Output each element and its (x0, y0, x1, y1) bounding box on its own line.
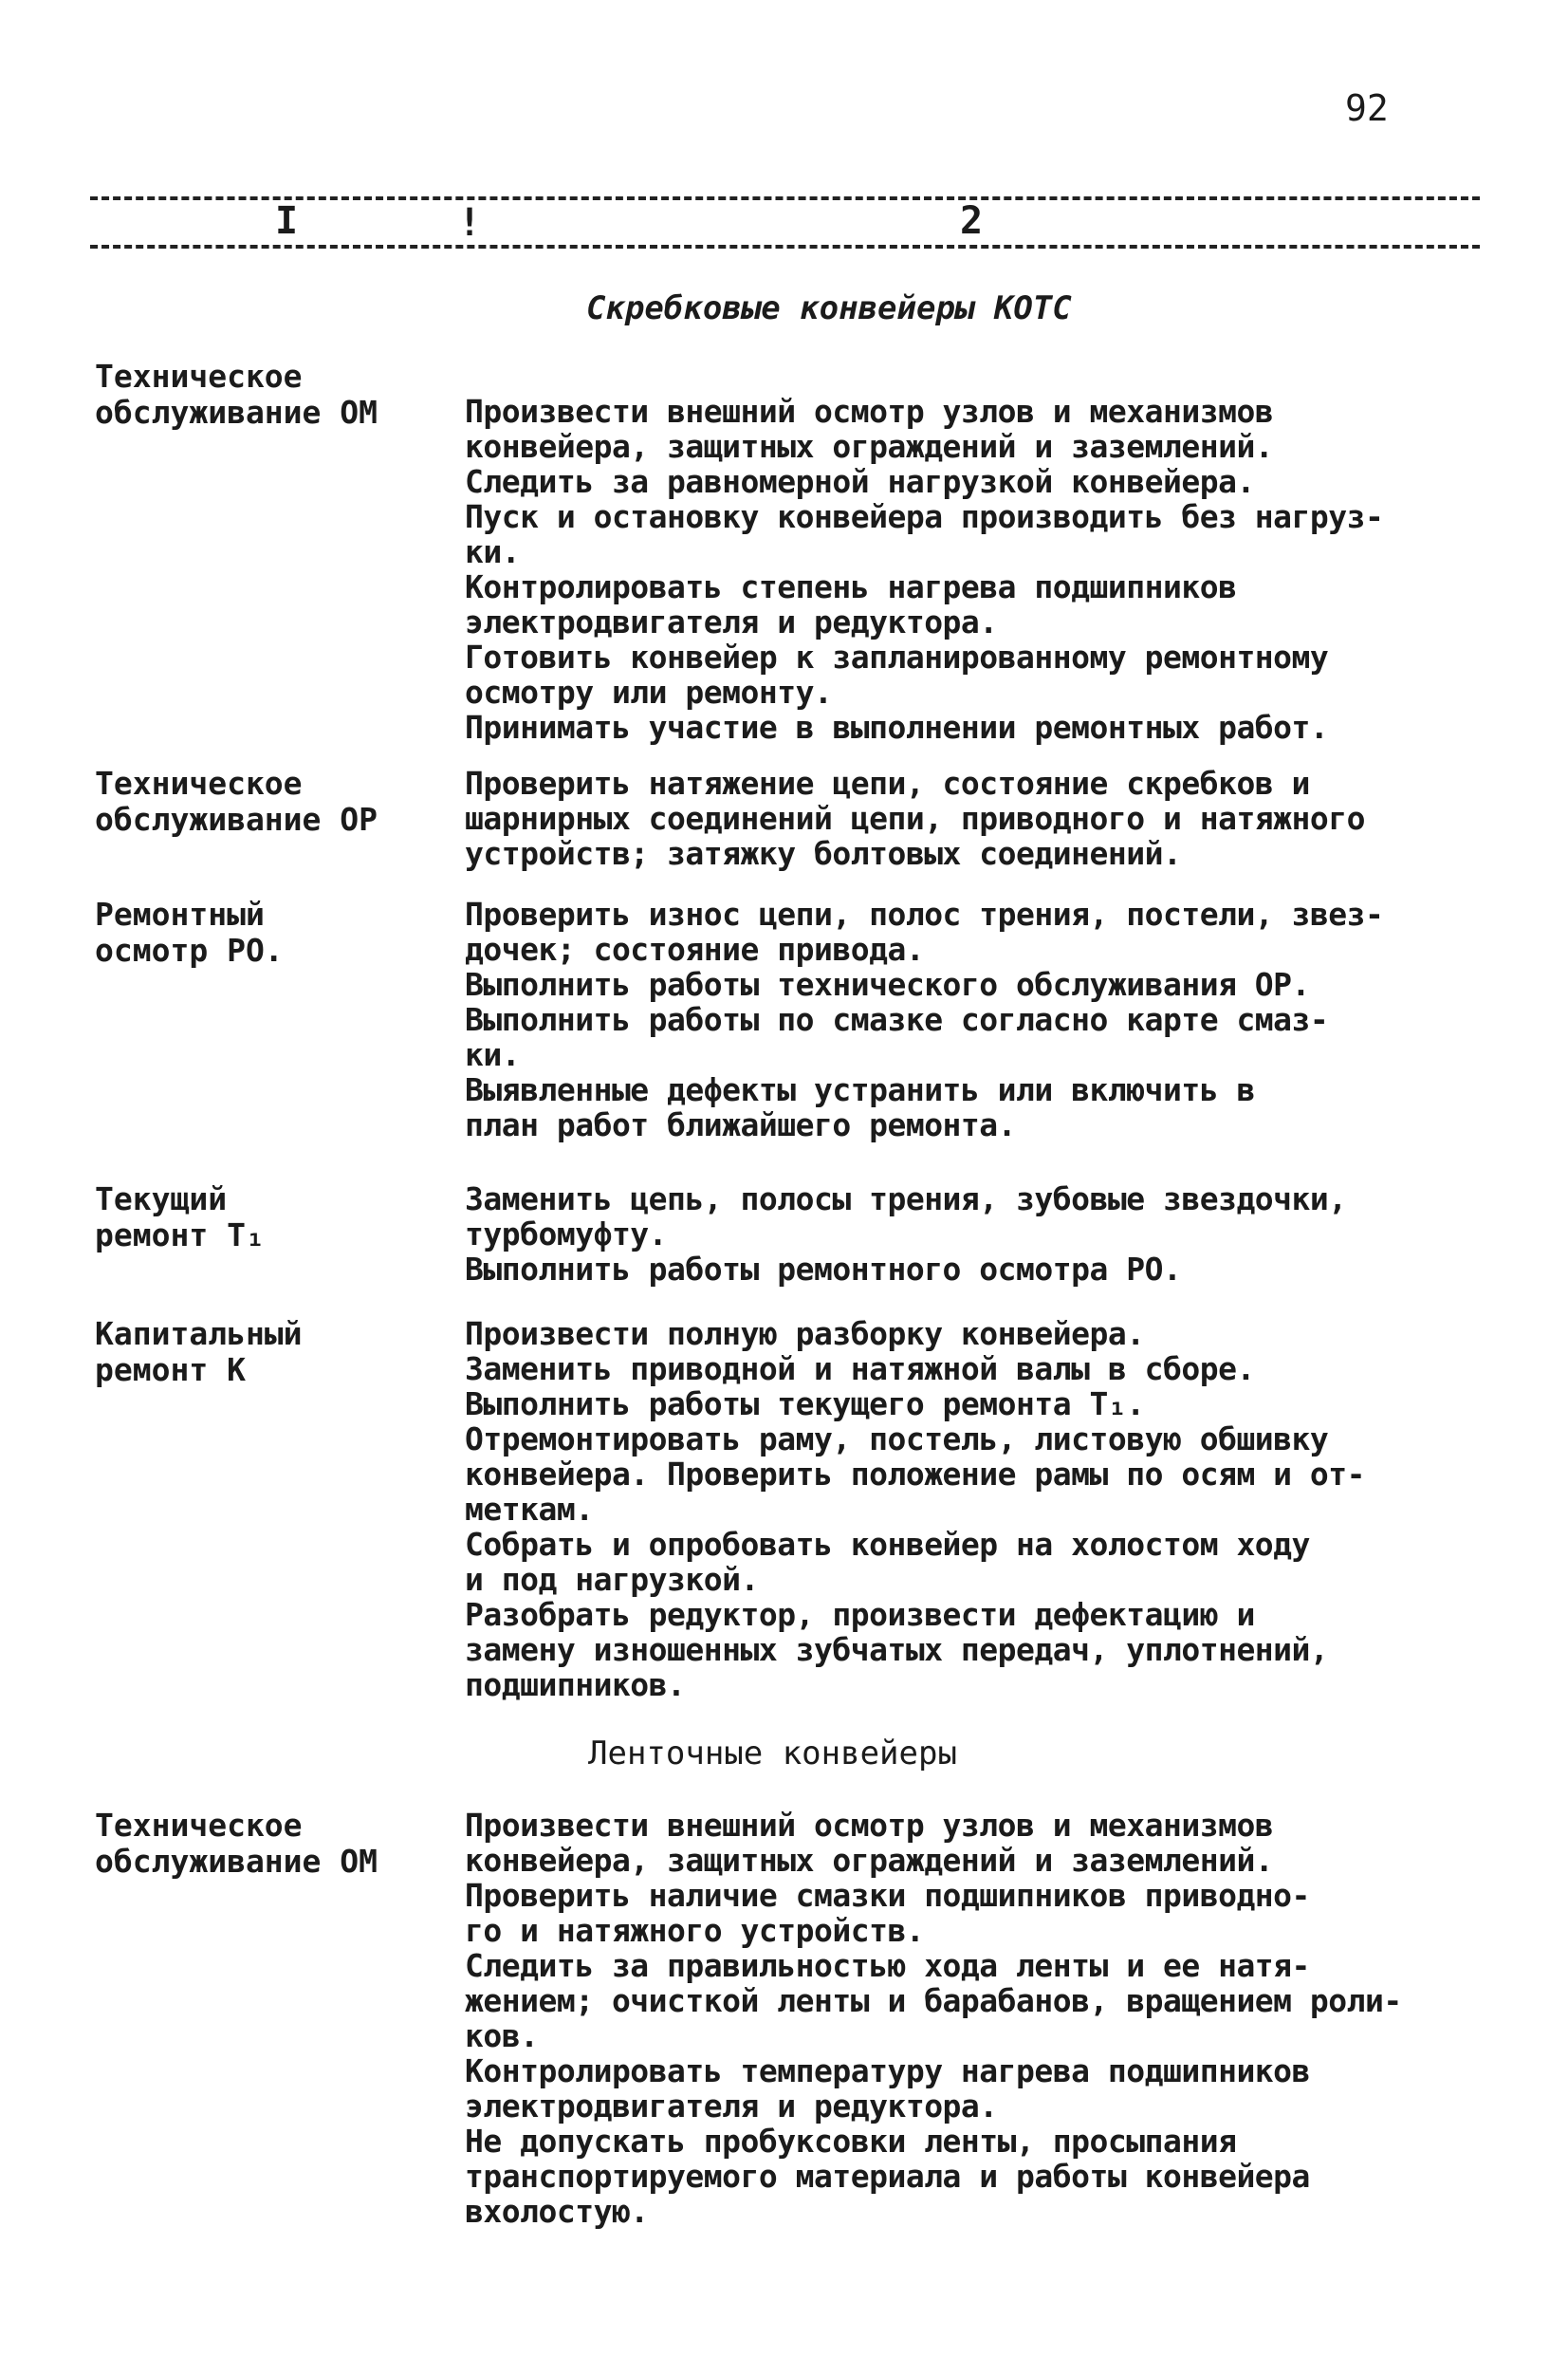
row-text-belt-maintenance-om: Произвести внешний осмотр узлов и механизмов конвейера, защитных ограждений и заземлений. Проверить наличие смазки подшипников приводно- го и натяжного устройств. Следить за правильностью хода ленты и ее натя- жением; очисткой ленты и барабанов, вращением роли- ков. Контролировать температуру нагрева подшипников электродвигателя и редуктора. Не допускать пробуксовки ленты, просыпания транспортируемого материала и работы конвейера вхолостую. (465, 1807, 1402, 2230)
section-heading-belt-conveyors: Ленточные конвейеры (588, 1735, 957, 1772)
divider-bottom (90, 245, 1480, 249)
section-heading-scraper-conveyors: Скребковые конвейеры КОТС (586, 289, 1072, 327)
row-text-maintenance-or: Проверить натяжение цепи, состояние скребков и шарнирных соединений цепи, приводного и натяжного устройств; затяжку болтовых соединений. (465, 765, 1366, 872)
column-header-2: 2 (960, 199, 984, 243)
row-label-capital-repair: Капитальный ремонт К (95, 1315, 303, 1388)
row-label-repair-inspection: Ремонтный осмотр РО. (95, 896, 284, 969)
row-label-maintenance-or: Техническое обслуживание ОР (95, 765, 378, 838)
row-label-belt-maintenance-om: Техническое обслуживание ОМ (95, 1807, 378, 1880)
divider-top (90, 196, 1480, 200)
row-text-maintenance-om: Произвести внешний осмотр узлов и механизмов конвейера, защитных ограждений и заземлений. Следить за равномерной нагрузкой конвейера. Пуск и остановку конвейера производить без нагруз- ки. Контролировать степень нагрева подшипников электродвигателя и редуктора. Готовить конвейер к запланированному ремонтному осмотру или ремонту. Принимать участие в выполнении ремонтных работ. (465, 393, 1384, 746)
row-text-capital-repair: Произвести полную разборку конвейера. Заменить приводной и натяжной валы в сборе. Выполнить работы текущего ремонта Т₁. Отремонтировать раму, постель, листовую обшивку конвейера. Проверить положение рамы по осям и от- меткам. Собрать и опробовать конвейер на холостом ходу и под нагрузкой. Разобрать редуктор, произвести дефектацию и замену изношенных зубчатых передач, уплотнений, подшипников. (465, 1315, 1366, 1703)
row-text-repair-inspection: Проверить износ цепи, полос трения, постели, звез- дочек; состояние привода. Выполнить работы технического обслуживания ОР. Выполнить работы по смазке согласно карте смаз- ки. Выявленные дефекты устранить или включить в план работ ближайшего ремонта. (465, 896, 1384, 1143)
row-text-current-repair: Заменить цепь, полосы трения, зубовые звездочки, турбомуфту. Выполнить работы ремонтного осмотра РО. (465, 1180, 1347, 1288)
page-number: 92 (1345, 87, 1389, 129)
column-header-1: I (275, 199, 299, 243)
row-label-maintenance-om: Техническое обслуживание ОМ (95, 358, 378, 431)
column-separator: ! (458, 201, 482, 245)
row-label-current-repair: Текущий ремонт Т₁ (95, 1180, 265, 1253)
